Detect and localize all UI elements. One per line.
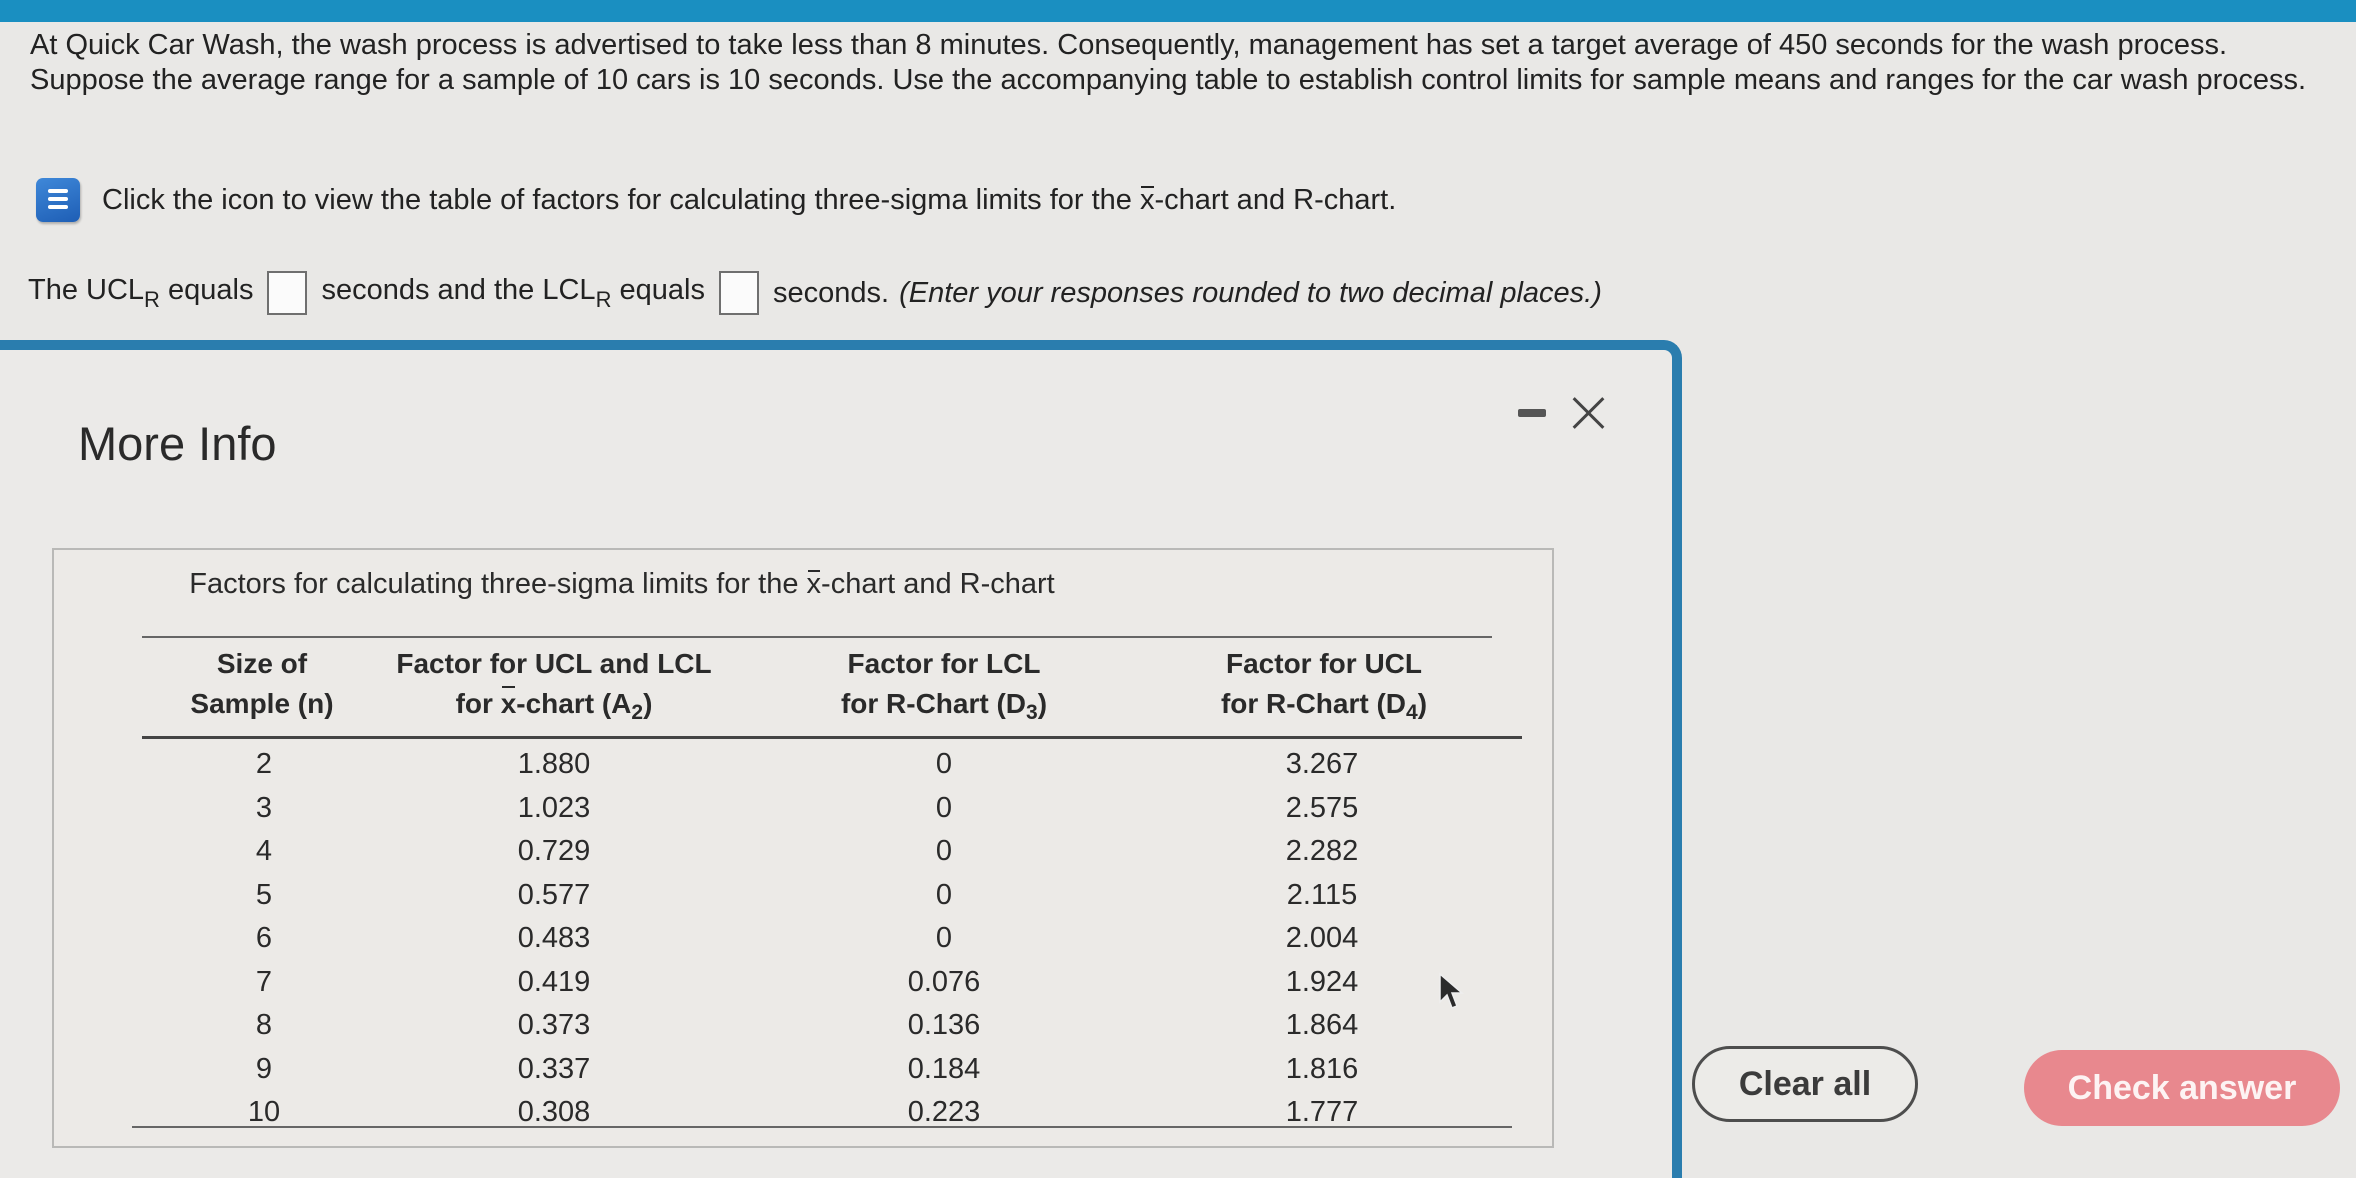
problem-statement: At Quick Car Wash, the wash process is advertised to take less than 8 minutes. Consequently, management has set a target average of 450 seconds for the wash process. Suppose the average range for a sample of 10 cars is 10 seconds. Use the accompanying table to establish control limits for sample means and ranges for the car wash process. [30, 29, 2307, 96]
clear-all-button[interactable]: Clear all [1692, 1046, 1918, 1122]
table-row: 10 0.308 0.223 1.777 [247, 1096, 1359, 1128]
table-bottom-rule [132, 1126, 1512, 1128]
top-accent-bar [0, 0, 2356, 22]
table-row: 4 0.729 0 2.282 [255, 835, 1359, 867]
x-bar-symbol: x [501, 684, 517, 724]
dialog-title: More Info [78, 417, 277, 470]
close-icon[interactable] [1572, 396, 1606, 430]
lcl-input[interactable] [719, 271, 759, 315]
table-row: 3 1.023 0 2.575 [255, 791, 1359, 824]
table-body [54, 742, 1554, 1134]
lcl-label: seconds and the $LCL_R$ equals [321, 273, 705, 312]
ucl-label: The $UCL_R$ equals [28, 273, 254, 312]
answer-tail: seconds. [772, 276, 890, 309]
more-info-dialog [0, 340, 1682, 1178]
table-caption: Factors for calculating three-sigma limits for the x-chart and R-chart [189, 568, 1055, 600]
table-top-rule [142, 636, 1492, 638]
ucl-input[interactable] [267, 271, 307, 315]
header-a2: Factor for UCL and LCL for x-chart $(A_2)$ [396, 648, 712, 724]
header-sample-size: Size of Sample (n) [190, 648, 334, 719]
table-row: 9 0.337 0.184 1.816 [255, 1052, 1359, 1085]
rounding-instruction: (Enter your responses rounded to two decimal places.) [899, 276, 1602, 309]
table-row: 6 0.483 0 2.004 [255, 922, 1359, 954]
table-row: 5 0.577 0 2.115 [255, 878, 1358, 911]
header-rule [142, 736, 1522, 739]
table-hint-row [36, 176, 1396, 224]
answer-row [28, 262, 1602, 324]
mouse-cursor-icon [1438, 972, 1466, 1012]
minimize-icon[interactable] [1518, 409, 1546, 417]
hint-text: Click the icon to view the table of factors for calculating three-sigma limits for the x-chart and R-chart. [102, 183, 1397, 216]
factors-table [52, 548, 1554, 1148]
x-bar-symbol: x [1140, 183, 1155, 216]
x-bar-symbol: x [806, 568, 822, 600]
book-icon[interactable] [36, 178, 80, 222]
header-d3: Factor for LCL for R-Chart $(D_3)$ [840, 648, 1048, 724]
check-answer-button[interactable]: Check answer [2024, 1050, 2340, 1126]
dialog-controls [1518, 396, 1606, 430]
header-d4: Factor for UCL for R-Chart $(D_4)$ [1220, 648, 1428, 724]
table-row: 7 0.419 0.076 1.924 [255, 965, 1359, 998]
table-row: 2 1.880 0 3.267 [255, 748, 1359, 780]
table-row: 8 0.373 0.136 1.864 [255, 1009, 1359, 1041]
